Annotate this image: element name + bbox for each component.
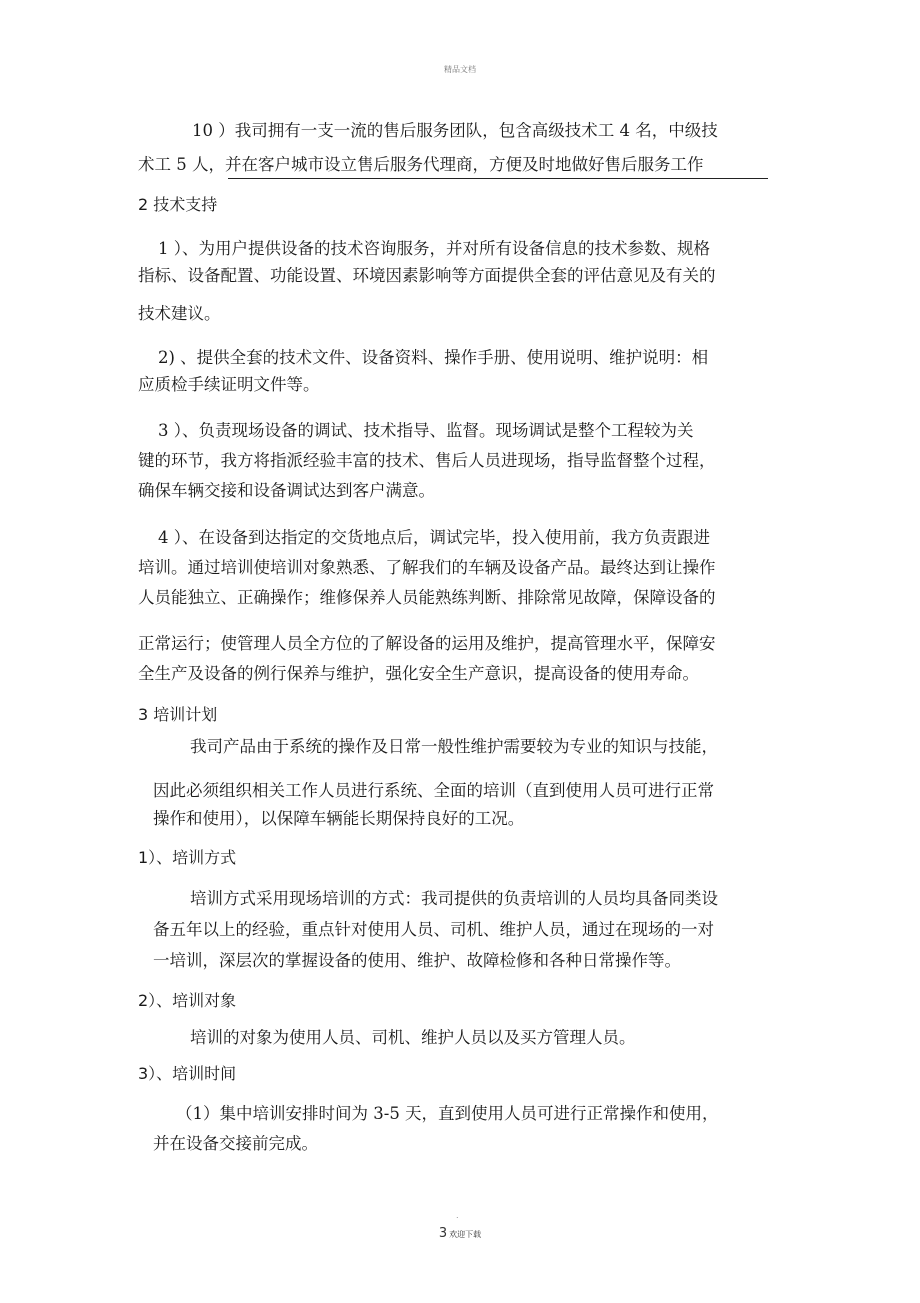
paragraph-line: 2) 、提供全套的技术文件、设备资料、操作手册、使用说明、维护说明：相 bbox=[158, 348, 709, 367]
paragraph-line: 人员能独立、正确操作；维修保养人员能熟练判断、排除常见故障，保障设备的 bbox=[138, 588, 716, 607]
sub-heading: 3）、培训时间 bbox=[138, 1064, 237, 1083]
paragraph-line: 3 ）、负责现场设备的调试、技术指导、监督。现场调试是整个工程较为关 bbox=[158, 421, 694, 440]
underline-rule bbox=[228, 178, 768, 179]
paragraph-line: 培训。通过培训使培训对象熟悉、了解我们的车辆及设备产品。最终达到让操作 bbox=[138, 558, 716, 577]
paragraph-line: 确保车辆交接和设备调试达到客户满意。 bbox=[138, 481, 435, 500]
paragraph-line: 一培训，深层次的掌握设备的使用、维护、故障检修和各种日常操作等。 bbox=[153, 951, 681, 970]
paragraph-line: 术工 5 人，并在客户城市设立售后服务代理商，方便及时地做好售后服务工作 bbox=[138, 155, 704, 174]
sub-heading: 2）、培训对象 bbox=[138, 991, 237, 1010]
paragraph-line: 4 ）、在设备到达指定的交货地点后，调试完毕，投入使用前，我方负责跟进 bbox=[158, 528, 710, 547]
footer-text: 欢迎下载 bbox=[449, 1230, 482, 1239]
paragraph-line: 应质检手续证明文件等。 bbox=[138, 375, 320, 394]
paragraph-line: （1）集中培训安排时间为 3-5 天，直到使用人员可进行正常操作和使用， bbox=[176, 1104, 719, 1123]
paragraph-line: 正常运行；使管理人员全方位的了解设备的运用及维护，提高管理水平，保障安 bbox=[138, 634, 716, 653]
paragraph-line: 技术建议。 bbox=[138, 304, 221, 323]
paragraph-line: 培训方式采用现场培训的方式：我司提供的负责培训的人员均具备同类设 bbox=[190, 889, 718, 908]
page-number: 3 bbox=[438, 1226, 448, 1241]
paragraph-line: 10 ）我司拥有一支一流的售后服务团队，包含高级技术工 4 名，中级技 bbox=[192, 121, 718, 140]
section-heading: 2 技术支持 bbox=[138, 195, 218, 214]
footer-dot: . bbox=[456, 1211, 459, 1220]
paragraph-line: 培训的对象为使用人员、司机、维护人员以及买方管理人员。 bbox=[190, 1028, 636, 1047]
paragraph-line: 1 ）、为用户提供设备的技术咨询服务，并对所有设备信息的技术参数、规格 bbox=[158, 239, 710, 258]
paragraph-line: 键的环节，我方将指派经验丰富的技术、售后人员进现场，指导监督整个过程， bbox=[138, 451, 716, 470]
page-footer bbox=[0, 1222, 920, 1241]
paragraph-line: 并在设备交接前完成。 bbox=[153, 1134, 318, 1153]
paragraph-line: 备五年以上的经验，重点针对使用人员、司机、维护人员，通过在现场的一对 bbox=[153, 920, 714, 939]
paragraph-line: 操作和使用），以保障车辆能长期保持良好的工况。 bbox=[153, 809, 525, 828]
paragraph-line: 我司产品由于系统的操作及日常一般性维护需要较为专业的知识与技能， bbox=[190, 737, 718, 756]
paragraph-line: 全生产及设备的例行保养与维护，强化安全生产意识，提高设备的使用寿命。 bbox=[138, 664, 699, 683]
section-heading: 3 培训计划 bbox=[138, 705, 218, 724]
sub-heading: 1）、培训方式 bbox=[138, 848, 237, 867]
paragraph-line: 指标、设备配置、功能设置、环境因素影响等方面提供全套的评估意见及有关的 bbox=[138, 266, 716, 285]
header-watermark: 精品文档 bbox=[444, 65, 476, 74]
paragraph-line: 因此必须组织相关工作人员进行系统、全面的培训（直到使用人员可进行正常 bbox=[153, 781, 714, 800]
